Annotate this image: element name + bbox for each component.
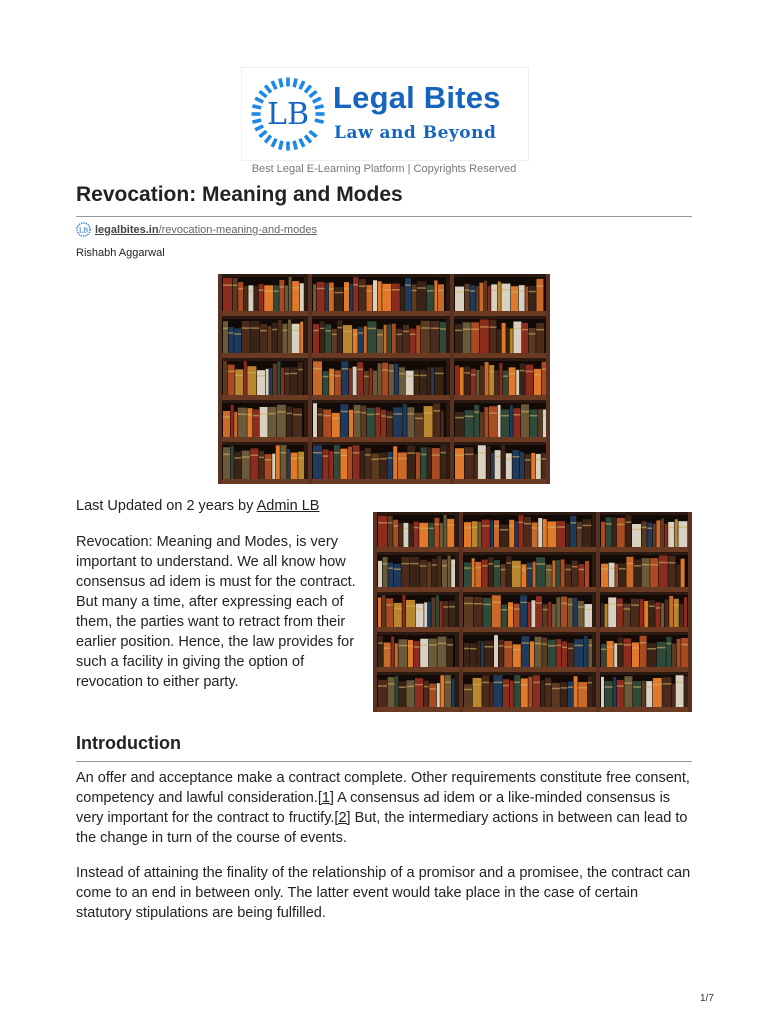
svg-text:LB: LB: [267, 97, 309, 132]
text-run: But, the intermediary actions in between can lead to the change in turn of the course of events.: [76, 810, 688, 846]
bookshelf-image: [373, 512, 692, 712]
source-link[interactable]: [76, 222, 317, 237]
bookshelf-image: [218, 274, 550, 484]
lb-favicon-icon: [76, 222, 91, 237]
title-divider: [76, 216, 692, 217]
introduction-heading: Introduction: [76, 733, 181, 753]
author-link[interactable]: Admin LB: [256, 498, 320, 514]
updated-prefix: Last Updated on 2 years by: [76, 498, 257, 514]
footnote-link-1[interactable]: [1]: [317, 790, 334, 806]
tagline: Best Legal E-Learning Platform | Copyrights Reserved: [251, 163, 517, 175]
text-run: A consensus ad idem or a like-minded consensus is very important for the contract to fructify.: [76, 790, 671, 826]
author-name: Rishabh Aggarwal: [76, 247, 165, 259]
intro-paragraph: Revocation: Meaning and Modes, is very important to understand. We all know how consensus ad idem is must for the contract. But many a time, after expressing each of them, the parties want to retract from their earlier position. Hence, the law provides for such a facility in giving the option of revocation to either party.: [76, 534, 356, 690]
introduction-paragraph-2: Instead of attaining the finality of the relationship of a promisor and a promisee, the contract can come to an end in between only. The latter event would take place in the case of certain statutory stipulations are being fulfilled.: [76, 865, 691, 921]
legal-bites-logo-icon: [250, 74, 326, 154]
page-number: 1/7: [700, 993, 714, 1004]
logo-title: Legal Bites: [333, 80, 501, 115]
logo-subtitle: Law and Beyond: [334, 123, 497, 143]
source-domain[interactable]: legalbites.in: [95, 223, 159, 236]
footnote-link-2[interactable]: [2]: [334, 810, 351, 826]
page-title: Revocation: Meaning and Modes: [76, 183, 403, 206]
source-path[interactable]: /revocation-meaning-and-modes: [158, 223, 317, 236]
introduction-paragraph-1: [76, 768, 692, 848]
site-logo: [241, 67, 529, 161]
section-divider: [76, 761, 692, 762]
svg-text:LB: LB: [78, 226, 89, 235]
last-updated: [76, 498, 319, 514]
text-run: An offer and acceptance make a contract complete. Other requirements constitute free consent, competency and lawful consideration.: [76, 770, 690, 806]
